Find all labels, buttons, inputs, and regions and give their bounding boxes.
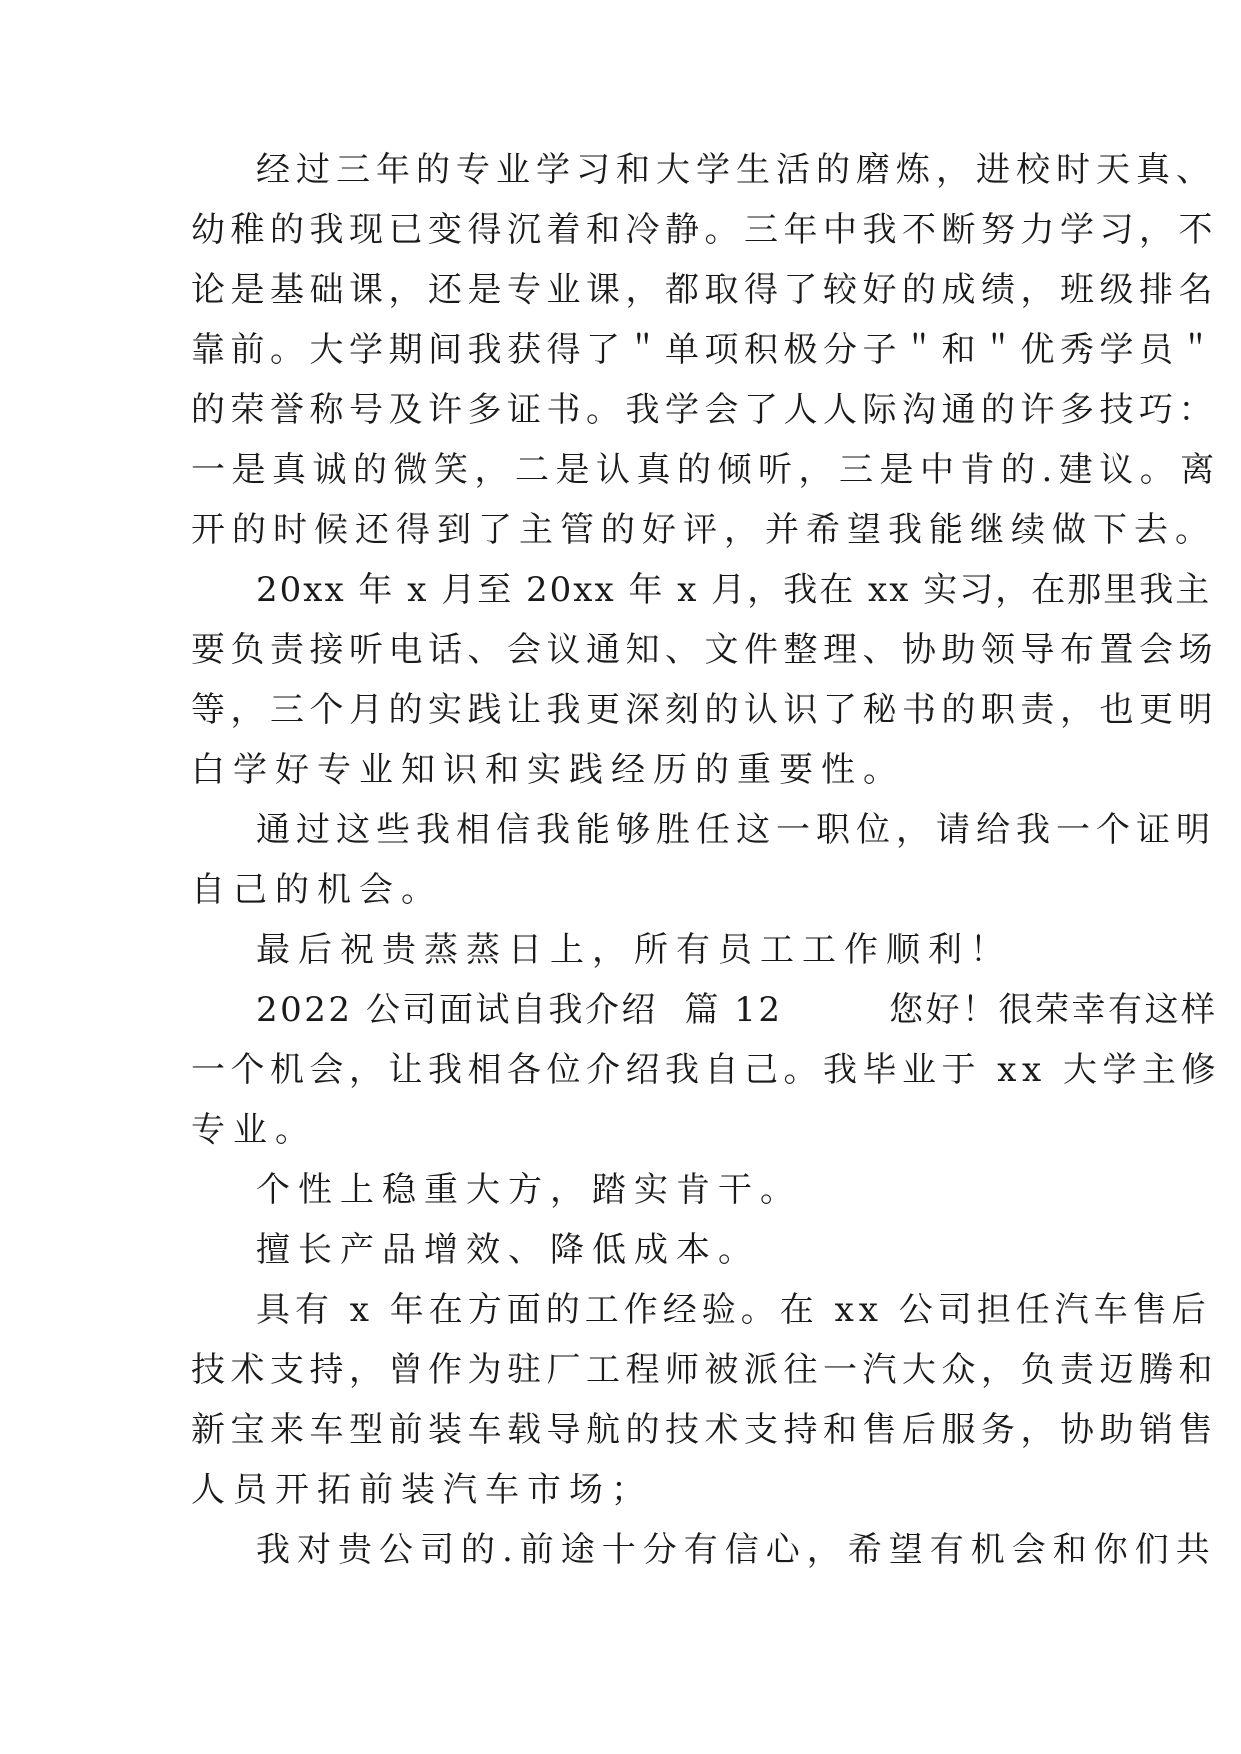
text-line: 一个机会，让我相各位介绍我自己。我毕业于 xx 大学主修 — [191, 1050, 1221, 1090]
text-line: 等，三个月的实践让我更深刻的认识了秘书的职责，也更明 — [191, 690, 1218, 730]
text-line: 个性上稳重大方，踏实肯干。 — [256, 1170, 802, 1210]
text-line: 要负责接听电话、会议通知、文件整理、协助领导布置会场 — [191, 630, 1218, 670]
text-line: 新宝来车型前装车载导航的技术支持和售后服务，协助销售 — [191, 1410, 1218, 1450]
text-line: 具有 x 年在方面的工作经验。在 xx 公司担任汽车售后 — [256, 1290, 1211, 1330]
text-line: 幼稚的我现已变得沉着和冷静。三年中我不断努力学习，不 — [191, 210, 1218, 250]
text-line: 20xx 年 x 月至 20xx 年 x 月，我在 xx 实习，在那里我主 — [256, 570, 1212, 610]
text-line: 经过三年的专业学习和大学生活的磨炼，进校时天真、 — [256, 150, 1216, 190]
text-line: 专业。 — [191, 1110, 317, 1150]
text-line: 一是真诚的微笑，二是认真的倾听，三是中肯的.建议。离 — [191, 450, 1221, 490]
text-line: 自己的机会。 — [191, 870, 443, 910]
text-line: 技术支持，曾作为驻厂工程师被派往一汽大众，负责迈腾和 — [191, 1350, 1218, 1390]
text-line: 的荣誉称号及许多证书。我学会了人人际沟通的许多技巧： — [191, 390, 1218, 430]
text-line: 通过这些我相信我能够胜任这一职位，请给我一个证明 — [256, 810, 1216, 850]
text-line: 开的时候还得到了主管的好评，并希望我能继续做下去。 — [191, 510, 1216, 550]
text-line: 靠前。大学期间我获得了＂单项积极分子＂和＂优秀学员＂ — [191, 330, 1218, 370]
text-line: 论是基础课，还是专业课，都取得了较好的成绩，班级排名 — [191, 270, 1218, 310]
text-line: 擅长产品增效、降低成本。 — [256, 1230, 760, 1270]
text-line: 我对贵公司的.前途十分有信心，希望有机会和你们共 — [256, 1530, 1217, 1570]
text-line: 人员开拓前装汽车市场； — [191, 1470, 653, 1510]
text-line: 白学好专业知识和实践经历的重要性。 — [191, 750, 905, 790]
text-line: 最后祝贵蒸蒸日上，所有员工工作顺利！ — [256, 930, 1012, 970]
text-line: 2022 公司面试自我介绍 篇 12 您好！很荣幸有这样 — [256, 990, 1218, 1030]
